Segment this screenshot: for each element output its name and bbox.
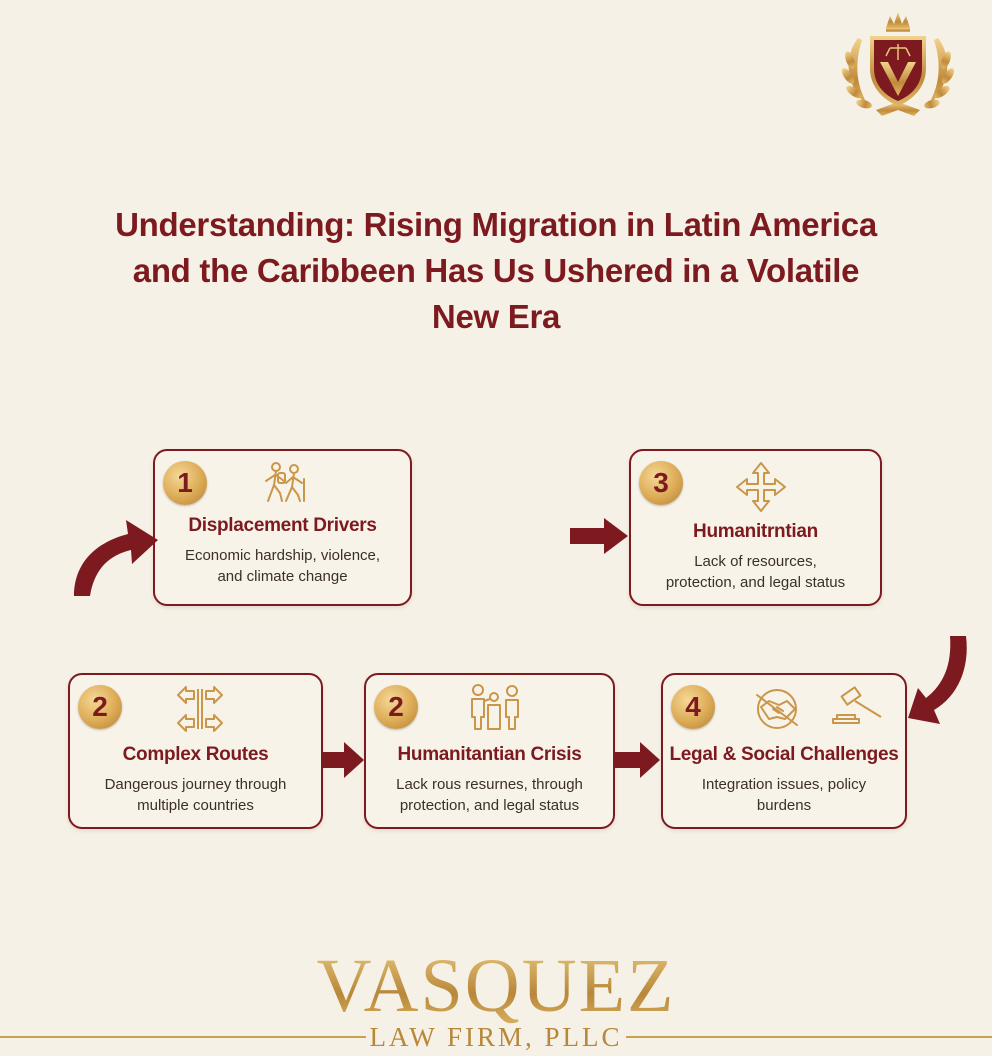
step-number-badge: 2 xyxy=(78,685,122,729)
step-number-badge: 2 xyxy=(374,685,418,729)
step-title: Legal & Social Challenges xyxy=(669,744,899,765)
gavel-icon xyxy=(829,685,889,729)
hikers-icon xyxy=(258,461,310,505)
family-icon xyxy=(466,683,526,731)
curved-arrow-into-step-1 xyxy=(70,512,160,597)
step-number-badge: 1 xyxy=(163,461,207,505)
step-title: Humanitrntian xyxy=(693,521,818,542)
brand-name: VASQUEZ xyxy=(0,946,992,1026)
law-firm-crest-logo xyxy=(836,8,960,120)
title-line-3: New Era xyxy=(431,298,561,335)
title-line-2: and the Caribbeen Has Us Ushered in a Volatile xyxy=(132,252,860,289)
handshake-icon xyxy=(749,687,805,731)
step-card-legal-social-challenges xyxy=(661,673,907,829)
step-description: Lack of resources, protection, and legal status xyxy=(665,553,846,591)
routes-arrows-icon xyxy=(174,685,226,733)
step-title: Humanitantian Crisis xyxy=(397,744,582,765)
step-description: Lack rous resurnes, through protection, and legal status xyxy=(396,776,583,814)
step-description: Integration issues, policy burdens xyxy=(701,776,867,814)
step-card-complex-routes xyxy=(68,673,323,829)
brand-subtitle: LAW FIRM, PLLC xyxy=(369,1022,623,1052)
step-card-humanitantian-crisis xyxy=(364,673,615,829)
arrow-routes-to-crisis xyxy=(322,740,366,780)
page-title xyxy=(60,202,932,340)
arrow-crisis-to-legal xyxy=(614,740,662,780)
title-line-1: Understanding: Rising Migration in Latin America xyxy=(115,206,877,243)
step-card-humanitrntian xyxy=(629,449,882,606)
arrow-right-to-step-3 xyxy=(570,516,630,556)
step-description: Dangerous journey through multiple countries xyxy=(104,776,287,814)
step-description: Economic hardship, violence, and climate change xyxy=(184,547,381,585)
step-title: Displacement Drivers xyxy=(188,515,377,536)
step-title: Complex Routes xyxy=(122,744,269,765)
curved-arrow-down-to-step-4 xyxy=(906,636,970,728)
step-card-displacement-drivers xyxy=(153,449,412,606)
step-number-badge: 4 xyxy=(671,685,715,729)
four-way-arrows-icon xyxy=(735,461,787,513)
step-number-badge: 3 xyxy=(639,461,683,505)
